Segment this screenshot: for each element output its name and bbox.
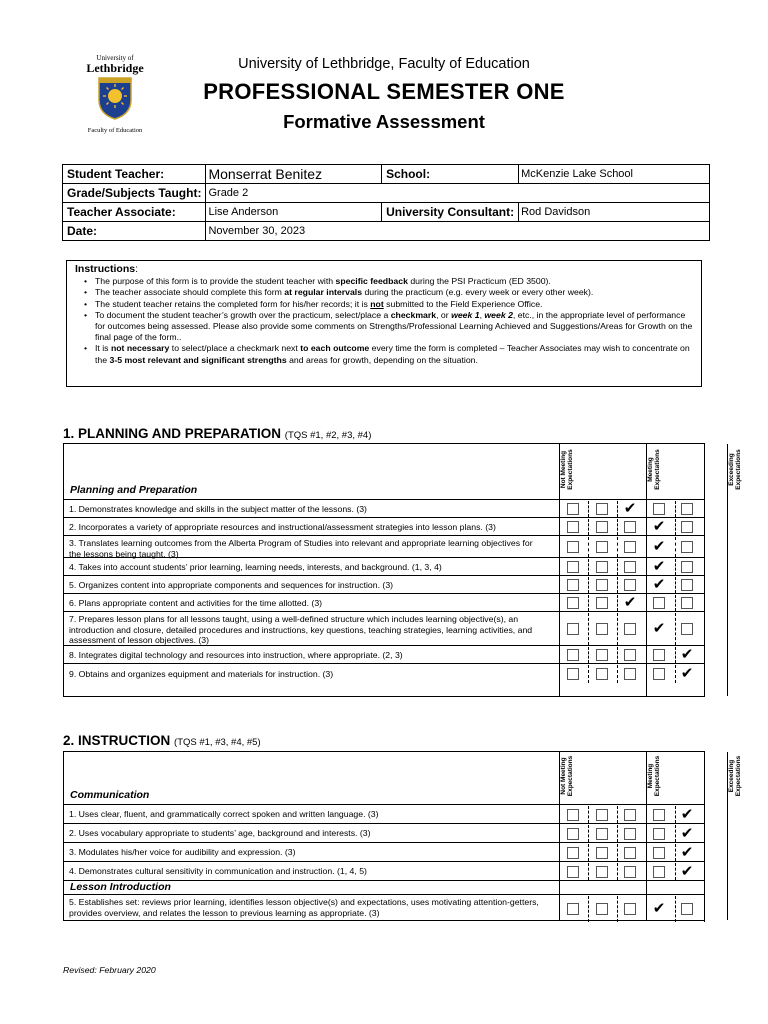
instruction-2-part-b: at regular intervals bbox=[284, 287, 363, 298]
instruction-3-part-b: not bbox=[370, 298, 384, 309]
check-mark-icon[interactable]: ✔ bbox=[652, 899, 666, 917]
student-teacher-field[interactable]: Monserrat Benitez bbox=[206, 165, 382, 184]
rating-checkbox[interactable] bbox=[681, 521, 693, 533]
rating-checkbox[interactable] bbox=[624, 668, 636, 680]
instruction-4-part-f: week 2 bbox=[484, 309, 513, 320]
page-subtitle-text: Formative Assessment bbox=[283, 111, 485, 132]
instruction-2-part-a: The teacher associate should complete this form bbox=[95, 287, 285, 298]
rating-divider bbox=[588, 537, 589, 557]
rubric-row bbox=[64, 517, 704, 535]
revision-footer: Revised: February 2020 bbox=[63, 965, 156, 975]
rating-checkbox[interactable] bbox=[567, 503, 579, 515]
rubric-row bbox=[64, 535, 704, 557]
rating-divider bbox=[617, 665, 618, 683]
instruction-5-part-g: and areas for growth, depending on the situation. bbox=[286, 354, 478, 365]
rating-divider bbox=[675, 647, 676, 663]
check-mark-icon[interactable]: ✔ bbox=[680, 823, 694, 842]
rating-divider bbox=[588, 863, 589, 880]
rating-checkbox[interactable] bbox=[596, 903, 608, 915]
rating-checkbox[interactable] bbox=[681, 503, 693, 515]
instruction-rubric-table bbox=[63, 751, 742, 921]
scale-label-exceeding: Exceeding Expectations bbox=[728, 755, 742, 797]
check-mark-icon[interactable]: ✔ bbox=[652, 517, 666, 535]
planning-rubric-table bbox=[63, 443, 742, 697]
rating-divider bbox=[588, 559, 589, 575]
scale-label-meeting: Meeting Expectations bbox=[647, 449, 661, 490]
rating-checkbox[interactable] bbox=[567, 579, 579, 591]
rating-divider bbox=[704, 806, 705, 823]
rating-divider bbox=[704, 825, 705, 842]
instructions-list bbox=[75, 276, 695, 366]
check-mark-icon[interactable]: ✔ bbox=[652, 575, 666, 593]
page-title bbox=[0, 79, 768, 105]
rating-divider bbox=[617, 577, 618, 593]
rating-checkbox[interactable] bbox=[624, 903, 636, 915]
rubric-row bbox=[64, 823, 704, 842]
rating-divider bbox=[704, 559, 705, 575]
rubric-item-text: 5. Establishes set: reviews prior learning, identifies lesson objective(s) and expectations, uses motivating attention-getters, provides overview, and relates the lesson to previous learning as appropriate. (3) bbox=[69, 897, 539, 918]
rating-checkbox[interactable] bbox=[653, 597, 665, 609]
instruction-item bbox=[86, 287, 695, 298]
instruction-5-part-a: It is bbox=[95, 343, 111, 354]
instruction-3-part-a: The student teacher retains the completed form for his/her records; it is bbox=[95, 298, 371, 309]
rating-divider bbox=[588, 665, 589, 683]
rubric-item-text: 5. Organizes content into appropriate components and sequences for instruction. (3) bbox=[69, 579, 394, 590]
rating-divider bbox=[588, 519, 589, 535]
instruction-4-part-d: week 1 bbox=[451, 309, 480, 320]
scale-label-meeting: Meeting Expectations bbox=[647, 755, 661, 797]
rating-divider bbox=[704, 519, 705, 535]
rating-divider bbox=[704, 844, 705, 861]
rating-divider bbox=[704, 595, 705, 611]
info-row-grade bbox=[63, 184, 710, 203]
section-2-tqs: (TQS #1, #3, #4, #5) bbox=[174, 737, 261, 748]
logo-lethbridge: Lethbridge bbox=[86, 61, 144, 75]
rubric-row bbox=[64, 499, 704, 517]
rating-checkbox[interactable] bbox=[624, 847, 636, 859]
rating-checkbox[interactable] bbox=[596, 521, 608, 533]
rating-checkbox[interactable] bbox=[567, 521, 579, 533]
scale-label-not-meeting: Not Meeting Expectations bbox=[560, 449, 574, 490]
rating-divider bbox=[675, 863, 676, 880]
rating-divider bbox=[617, 519, 618, 535]
rating-divider bbox=[617, 595, 618, 611]
university-consultant-label: University Consultant: bbox=[382, 203, 519, 222]
rating-checkbox[interactable] bbox=[596, 649, 608, 661]
instruction-1-part-a: The purpose of this form is to provide the student teacher with bbox=[95, 276, 336, 287]
rating-checkbox[interactable] bbox=[596, 623, 608, 635]
rating-checkbox[interactable] bbox=[596, 668, 608, 680]
rating-divider bbox=[675, 559, 676, 575]
page-subtitle bbox=[0, 111, 768, 133]
rating-divider bbox=[617, 537, 618, 557]
section-1-heading bbox=[63, 426, 371, 441]
section-2-heading-text: 2. INSTRUCTION bbox=[63, 733, 171, 748]
check-mark-icon[interactable]: ✔ bbox=[652, 619, 666, 637]
rubric-item-text: 4. Takes into account students’ prior learning, learning needs, interests, and background. (1, 3, 4) bbox=[69, 561, 442, 572]
info-row-student bbox=[63, 165, 710, 184]
instruction-item bbox=[86, 310, 695, 344]
rating-checkbox[interactable] bbox=[624, 828, 636, 840]
rubric-row bbox=[64, 894, 704, 922]
rating-checkbox[interactable] bbox=[567, 847, 579, 859]
rating-divider bbox=[588, 844, 589, 861]
rating-checkbox[interactable] bbox=[681, 561, 693, 573]
instruction-4-part-g: , etc., in the appropriate level of performance for outcomes being assessed. Please also provide some comments on Strengths/Professional Learning Achieved and Suggestions/Areas for Growth on the final page of the form.. bbox=[95, 309, 693, 343]
rating-checkbox[interactable] bbox=[624, 809, 636, 821]
rating-checkbox[interactable] bbox=[653, 809, 665, 821]
check-mark-icon[interactable]: ✔ bbox=[680, 804, 694, 823]
instruction-1-part-c: during the PSI Practicum (ED 3500). bbox=[407, 276, 551, 287]
rating-checkbox[interactable] bbox=[624, 561, 636, 573]
rating-divider bbox=[704, 647, 705, 663]
rubric-row bbox=[64, 557, 704, 575]
date-label: Date: bbox=[63, 222, 206, 241]
rating-checkbox[interactable] bbox=[567, 809, 579, 821]
rating-divider bbox=[704, 665, 705, 683]
instructions-title-text: Instructions bbox=[75, 263, 136, 275]
rating-checkbox[interactable] bbox=[624, 521, 636, 533]
rating-checkbox[interactable] bbox=[567, 903, 579, 915]
rating-divider bbox=[588, 613, 589, 645]
rating-divider bbox=[704, 863, 705, 880]
date-field[interactable]: November 30, 2023 bbox=[206, 222, 710, 241]
rating-checkbox[interactable] bbox=[567, 541, 579, 553]
instruction-4-part-e: , bbox=[479, 309, 485, 320]
instructions-colon: : bbox=[135, 263, 139, 275]
info-row-date bbox=[63, 222, 710, 241]
rating-divider bbox=[675, 577, 676, 593]
instructions-box bbox=[66, 260, 702, 387]
rating-divider bbox=[617, 501, 618, 517]
check-mark-icon[interactable]: ✔ bbox=[680, 664, 694, 682]
rating-checkbox[interactable] bbox=[567, 649, 579, 661]
rating-divider bbox=[617, 559, 618, 575]
rating-divider bbox=[675, 844, 676, 861]
rating-checkbox[interactable] bbox=[681, 579, 693, 591]
rubric-item-text: 2. Incorporates a variety of appropriate resources and instructional/assessment strategies into lesson plans. (3) bbox=[69, 521, 496, 532]
logo-university-of: University of bbox=[96, 54, 134, 62]
info-table bbox=[62, 164, 710, 241]
rubric-row bbox=[64, 645, 704, 663]
rating-divider bbox=[588, 577, 589, 593]
instructions-title bbox=[75, 264, 695, 275]
instruction-3-part-c: submitted to the Field Experience Office. bbox=[383, 298, 543, 309]
section-1-heading-text: 1. PLANNING AND PREPARATION bbox=[63, 426, 282, 441]
rubric-item-text: 4. Demonstrates cultural sensitivity in communication and instruction. (1, 4, 5) bbox=[69, 866, 367, 876]
rating-divider bbox=[617, 844, 618, 861]
rubric-row bbox=[64, 861, 704, 880]
instruction-item bbox=[86, 343, 695, 365]
rating-divider bbox=[617, 825, 618, 842]
rubric-row bbox=[64, 593, 704, 611]
rubric-item-text: 6. Plans appropriate content and activities for the time allotted. (3) bbox=[69, 597, 323, 608]
rating-checkbox[interactable] bbox=[624, 623, 636, 635]
rating-divider bbox=[704, 501, 705, 517]
rubric-row bbox=[64, 842, 704, 861]
instruction-2-part-c: during the practicum (e.g. every week or every other week). bbox=[362, 287, 594, 298]
rubric-item-text: 8. Integrates digital technology and resources into instruction, where appropriate. (2, 3) bbox=[69, 649, 403, 660]
rating-checkbox[interactable] bbox=[596, 847, 608, 859]
subcategory-label: Lesson Introduction bbox=[70, 881, 171, 893]
rating-checkbox[interactable] bbox=[624, 579, 636, 591]
check-mark-icon[interactable]: ✔ bbox=[680, 645, 694, 663]
category-label: Communication bbox=[70, 789, 150, 801]
rubric-row bbox=[64, 611, 704, 645]
rating-divider bbox=[588, 825, 589, 842]
rating-divider bbox=[588, 896, 589, 922]
scale-label-not-meeting: Not Meeting Expectations bbox=[560, 755, 574, 797]
rating-divider bbox=[675, 825, 676, 842]
rating-divider bbox=[675, 595, 676, 611]
rating-checkbox[interactable] bbox=[624, 866, 636, 878]
rating-divider bbox=[675, 537, 676, 557]
rating-checkbox[interactable] bbox=[653, 503, 665, 515]
logo-faculty: Faculty of Education bbox=[87, 127, 143, 134]
rating-checkbox[interactable] bbox=[596, 809, 608, 821]
rating-divider bbox=[675, 806, 676, 823]
school-label: School: bbox=[382, 165, 519, 184]
rating-checkbox[interactable] bbox=[596, 561, 608, 573]
rubric-item-text: 9. Obtains and organizes equipment and materials for instruction. (3) bbox=[69, 668, 334, 679]
rating-divider bbox=[617, 863, 618, 880]
instruction-4-part-b: checkmark bbox=[390, 309, 437, 320]
rubric-row bbox=[64, 663, 704, 683]
section-2-heading bbox=[63, 733, 261, 748]
rating-checkbox[interactable] bbox=[653, 668, 665, 680]
rating-checkbox[interactable] bbox=[681, 903, 693, 915]
rating-checkbox[interactable] bbox=[653, 847, 665, 859]
rating-checkbox[interactable] bbox=[596, 541, 608, 553]
rating-divider bbox=[704, 896, 705, 922]
rubric-item-text: 3. Modulates his/her voice for audibility and expression. (3) bbox=[69, 847, 296, 857]
school-field[interactable]: McKenzie Lake School bbox=[519, 165, 710, 184]
rating-checkbox[interactable] bbox=[596, 866, 608, 878]
rating-checkbox[interactable] bbox=[681, 541, 693, 553]
grade-field[interactable]: Grade 2 bbox=[206, 184, 710, 203]
rating-checkbox[interactable] bbox=[596, 579, 608, 591]
rating-checkbox[interactable] bbox=[624, 649, 636, 661]
rubric-row bbox=[64, 575, 704, 593]
subcategory-row bbox=[64, 880, 704, 894]
rating-divider bbox=[588, 595, 589, 611]
check-mark-icon[interactable]: ✔ bbox=[652, 557, 666, 575]
rating-divider bbox=[588, 647, 589, 663]
teacher-associate-field[interactable]: Lise Anderson bbox=[206, 203, 382, 222]
instruction-4-part-c: , or bbox=[436, 309, 452, 320]
rating-checkbox[interactable] bbox=[567, 828, 579, 840]
rating-checkbox[interactable] bbox=[681, 597, 693, 609]
grade-label: Grade/Subjects Taught: bbox=[63, 184, 206, 203]
info-row-associate bbox=[63, 203, 710, 222]
rating-divider bbox=[588, 806, 589, 823]
rating-checkbox[interactable] bbox=[596, 597, 608, 609]
instruction-item bbox=[86, 276, 695, 287]
rating-divider bbox=[675, 501, 676, 517]
rubric-item-text: 7. Prepares lesson plans for all lessons taught, using a well-defined structure which includes learning objective(s), an introduction and closure, detailed procedures and instructions, key questions, teaching strategies, learning activities, and assessment of lesson objectives. (3) bbox=[69, 614, 533, 645]
rating-checkbox[interactable] bbox=[653, 866, 665, 878]
rating-checkbox[interactable] bbox=[567, 597, 579, 609]
teacher-associate-label: Teacher Associate: bbox=[63, 203, 206, 222]
rating-divider bbox=[675, 613, 676, 645]
check-mark-icon[interactable]: ✔ bbox=[652, 537, 666, 555]
rating-divider bbox=[588, 501, 589, 517]
rating-divider bbox=[617, 806, 618, 823]
section-1-tqs: (TQS #1, #2, #3, #4) bbox=[284, 430, 372, 441]
check-mark-icon[interactable]: ✔ bbox=[680, 861, 694, 880]
rating-checkbox[interactable] bbox=[653, 649, 665, 661]
institution-line: University of Lethbridge, Faculty of Education bbox=[238, 56, 530, 72]
rating-checkbox[interactable] bbox=[567, 668, 579, 680]
rating-divider bbox=[675, 896, 676, 922]
scale-label-exceeding: Exceeding Expectations bbox=[728, 449, 742, 490]
check-mark-icon[interactable]: ✔ bbox=[680, 842, 694, 861]
rubric-item-text: 1. Demonstrates knowledge and skills in the subject matter of the lessons. (3) bbox=[69, 503, 367, 514]
rating-divider bbox=[675, 665, 676, 683]
instruction-5-part-e: every time the form is completed – Teacher Associates may wish to concentrate on the bbox=[95, 343, 690, 365]
instruction-4-part-a: To document the student teacher’s growth over the practicum, select/place a bbox=[95, 309, 391, 320]
instruction-5-part-c: to select/place a checkmark next bbox=[169, 343, 301, 354]
rating-checkbox[interactable] bbox=[567, 561, 579, 573]
rating-divider bbox=[617, 613, 618, 645]
rating-divider bbox=[617, 896, 618, 922]
rating-checkbox[interactable] bbox=[653, 828, 665, 840]
rating-divider bbox=[704, 577, 705, 593]
rating-divider bbox=[704, 613, 705, 645]
rubric-row bbox=[64, 804, 704, 823]
rating-divider bbox=[704, 537, 705, 557]
rating-divider bbox=[617, 647, 618, 663]
rating-divider bbox=[675, 519, 676, 535]
rubric-item-text: 3. Translates learning outcomes from the Alberta Program of Studies into relevant and appropriate learning objectives for the lessons being taught. (3) bbox=[69, 538, 533, 559]
rating-checkbox[interactable] bbox=[596, 503, 608, 515]
instruction-5-part-b: not necessary bbox=[110, 343, 170, 354]
student-teacher-label: Student Teacher: bbox=[63, 165, 206, 184]
rating-checkbox[interactable] bbox=[567, 866, 579, 878]
rubric-item-text: 2. Uses vocabulary appropriate to students’ age, background and interests. (3) bbox=[69, 828, 371, 838]
check-mark-icon[interactable]: ✔ bbox=[623, 593, 637, 611]
rubric-item-text: 1. Uses clear, fluent, and grammatically correct spoken and written language. (3) bbox=[69, 809, 379, 819]
university-consultant-field[interactable]: Rod Davidson bbox=[519, 203, 710, 222]
rating-checkbox[interactable] bbox=[681, 623, 693, 635]
rating-checkbox[interactable] bbox=[596, 828, 608, 840]
instruction-5-part-d: to each outcome bbox=[300, 343, 370, 354]
instruction-1-part-b: specific feedback bbox=[335, 276, 408, 287]
rating-checkbox[interactable] bbox=[567, 623, 579, 635]
instruction-item bbox=[86, 299, 695, 310]
page-title-text: PROFESSIONAL SEMESTER ONE bbox=[203, 79, 565, 104]
check-mark-icon[interactable]: ✔ bbox=[623, 499, 637, 517]
instruction-5-part-f: 3-5 most relevant and significant strengths bbox=[109, 354, 287, 365]
category-label: Planning and Preparation bbox=[70, 484, 198, 496]
rating-checkbox[interactable] bbox=[624, 541, 636, 553]
